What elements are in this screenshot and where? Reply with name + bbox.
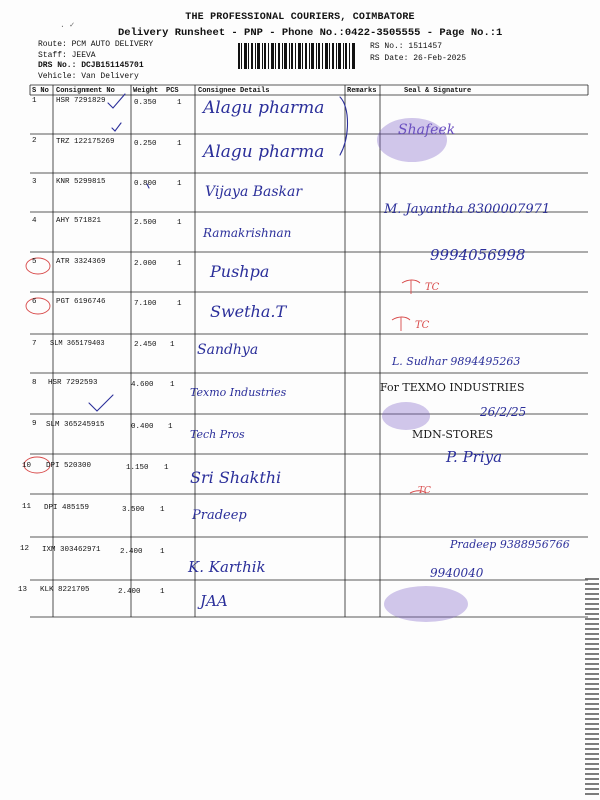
- row-pcs: 1: [160, 588, 165, 596]
- col-header-weight: Weight: [133, 87, 159, 95]
- row-pcs: 1: [177, 260, 182, 268]
- row-consignment: ATR 3324369: [56, 258, 106, 266]
- staff: Staff: JEEVA: [38, 50, 96, 60]
- row-signature: M. Jayantha 8300007971: [384, 202, 551, 217]
- row-consignment: TRZ 122175269: [56, 138, 115, 146]
- col-header-remarks: Remarks: [347, 87, 377, 95]
- row-sno: 8: [32, 379, 37, 387]
- row-signature: TC: [425, 282, 440, 293]
- row-consignee: Tech Pros: [190, 428, 245, 441]
- row-consignee: Alagu pharma: [203, 142, 325, 162]
- row-sno: 11: [22, 503, 32, 511]
- runsheet-title: Delivery Runsheet - PNP - Phone No.:0422-3505555 - Page No.:1: [118, 27, 503, 39]
- row-consignment: HSR 7292593: [48, 379, 98, 387]
- row-consignee: Alagu pharma: [203, 98, 325, 118]
- company-stamp-line2: MDN-STORES: [412, 428, 494, 441]
- row-sno: 4: [32, 217, 37, 225]
- row-pcs: 1: [177, 219, 182, 227]
- row-consignee: K. Karthik: [188, 558, 266, 576]
- route: Route: PCM AUTO DELIVERY: [38, 40, 154, 49]
- col-header-signature: Seal & Signature: [404, 87, 472, 95]
- row-weight: 0.250: [134, 140, 157, 148]
- row-sno: 3: [32, 178, 37, 186]
- row-sno: 9: [32, 420, 37, 428]
- row-consignment: HSR 7291829: [56, 97, 106, 105]
- row-weight: 0.800: [134, 180, 157, 188]
- company-name: THE PROFESSIONAL COURIERS, COIMBATORE: [185, 12, 415, 23]
- row-pcs: 1: [177, 140, 182, 148]
- row-consignee: Sri Shakthi: [190, 468, 282, 487]
- row-signature: 26/2/25: [480, 405, 527, 419]
- row-weight: 2.000: [134, 260, 157, 268]
- row-signature: P. Priya: [446, 448, 503, 466]
- row-signature: TC: [415, 320, 430, 331]
- row-pcs: 1: [170, 341, 175, 349]
- row-consignment: DPI 485159: [44, 504, 90, 512]
- row-weight: 2.450: [134, 341, 157, 349]
- row-consignee: Ramakrishnan: [203, 226, 292, 240]
- row-weight: 2.500: [134, 219, 157, 227]
- row-sno: 12: [20, 545, 30, 553]
- row-consignee: Pradeep: [192, 508, 247, 523]
- row-weight: 4.600: [131, 381, 154, 389]
- drs-number: DRS No.: DCJB151145701: [38, 61, 144, 70]
- row-pcs: 1: [164, 464, 169, 472]
- row-sno: 1: [32, 97, 37, 105]
- row-consignee: Pushpa: [210, 262, 270, 281]
- row-consignee: Sandhya: [197, 342, 259, 358]
- row-pcs: 1: [177, 180, 182, 188]
- row-weight: 2.400: [118, 588, 141, 596]
- row-weight: 7.100: [134, 300, 157, 308]
- rs-number: RS No.: 1511457: [370, 42, 443, 51]
- col-header-pcs: PCS: [166, 87, 179, 95]
- row-pcs: 1: [160, 548, 165, 556]
- row-pcs: 1: [177, 99, 182, 107]
- row-pcs: 1: [160, 506, 165, 514]
- row-consignee: Swetha.T: [210, 302, 287, 321]
- row-consignee: Texmo Industries: [190, 386, 287, 399]
- company-stamp-line1: For TEXMO INDUSTRIES: [380, 381, 525, 394]
- row-weight: 2.400: [120, 548, 143, 556]
- row-signature: TC: [418, 486, 431, 496]
- row-weight: 0.350: [134, 99, 157, 107]
- row-consignment: DPI 520300: [46, 462, 92, 470]
- row-consignment: SLM 365179403: [50, 340, 105, 348]
- row-weight: 0.400: [131, 423, 154, 431]
- rs-date: RS Date: 26-Feb-2025: [370, 54, 467, 63]
- row-signature: L. Sudhar 9894495263: [392, 355, 521, 368]
- col-header-sno: S No: [32, 87, 49, 95]
- vehicle: Vehicle: Van Delivery: [38, 71, 139, 81]
- row-consignee: Vijaya Baskar: [205, 184, 303, 200]
- row-consignee: JAA: [200, 592, 228, 610]
- row-sno: 7: [32, 340, 37, 348]
- col-header-consignment: Consignment No: [56, 87, 115, 95]
- row-signature: Pradeep 9388956766: [450, 538, 570, 551]
- row-weight: 1.150: [126, 464, 149, 472]
- row-pcs: 1: [168, 423, 173, 431]
- row-consignment: IXM 303462971: [42, 546, 101, 554]
- row-weight: 3.500: [122, 506, 145, 514]
- row-pcs: 1: [177, 300, 182, 308]
- row-signature: 9940040: [430, 566, 484, 580]
- row-consignment: SLM 365245915: [46, 421, 105, 429]
- row-sno: 10: [22, 462, 32, 470]
- row-sno: 13: [18, 586, 28, 594]
- row-signature: 9994056998: [430, 246, 526, 264]
- row-consignment: AHY 571821: [56, 217, 102, 225]
- corner-mark: . ✓: [60, 21, 75, 30]
- row-sno: 5: [32, 258, 37, 266]
- row-sno: 2: [32, 137, 37, 145]
- scan-edge: [585, 575, 599, 795]
- row-consignment: PGT 6196746: [56, 298, 106, 306]
- row-consignment: KLK 8221705: [40, 586, 90, 594]
- row-pcs: 1: [170, 381, 175, 389]
- row-signature: Shafeek: [398, 122, 456, 138]
- row-consignment: KNR 5299815: [56, 178, 106, 186]
- row-sno: 6: [32, 298, 37, 306]
- col-header-consignee: Consignee Details: [198, 87, 270, 95]
